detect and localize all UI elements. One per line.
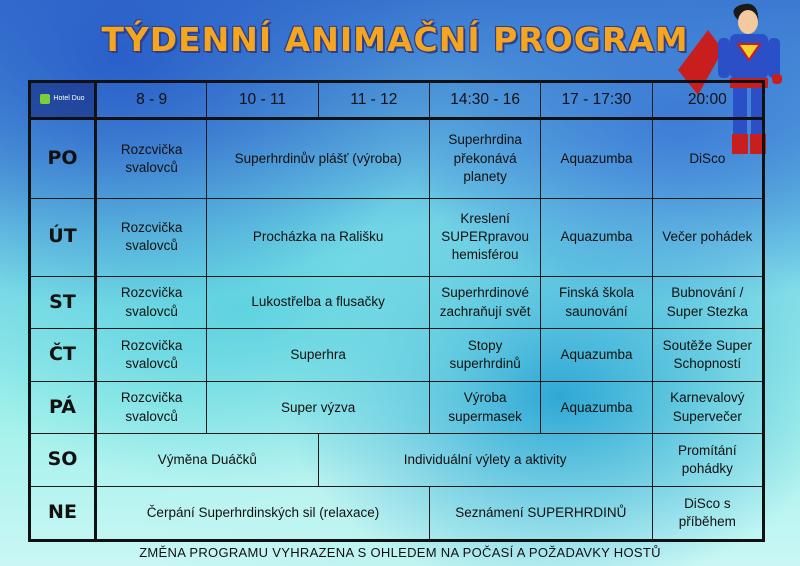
program-table — [28, 80, 765, 542]
activity-cell: Superhrdinův plášť (výroba) — [207, 119, 430, 199]
activity-cell: DiSco s příběhem — [652, 486, 763, 540]
activity-cell: Superhra — [207, 329, 430, 382]
table-row — [30, 198, 764, 276]
day-label: PÁ — [30, 381, 96, 434]
day-label: SO — [30, 434, 96, 487]
table-row — [30, 329, 764, 382]
day-label: NE — [30, 486, 96, 540]
activity-cell: Individuální výlety a aktivity — [318, 434, 652, 487]
activity-cell: Čerpání Superhrdinských sil (relaxace) — [96, 486, 430, 540]
activity-cell: Seznámení SUPERHRDINŮ — [429, 486, 652, 540]
hotel-logo — [40, 94, 84, 104]
activity-cell: Soutěže Super Schopností — [652, 329, 763, 382]
time-slot: 14:30 - 16 — [429, 82, 540, 119]
activity-cell: Výroba supermasek — [429, 381, 540, 434]
activity-cell: Super výzva — [207, 381, 430, 434]
activity-cell: Promítání pohádky — [652, 434, 763, 487]
activity-cell: Rozcvička svalovců — [96, 119, 207, 199]
activity-cell: Stopy superhrdinů — [429, 329, 540, 382]
activity-cell: Rozcvička svalovců — [96, 198, 207, 276]
header-row — [30, 82, 764, 119]
activity-cell: Aquazumba — [541, 329, 652, 382]
table-row — [30, 434, 764, 487]
activity-cell: Aquazumba — [541, 381, 652, 434]
table-row — [30, 276, 764, 329]
time-slot: 11 - 12 — [318, 82, 429, 119]
page-title: TÝDENNÍ ANIMAČNÍ PROGRAM — [101, 20, 689, 59]
footer-note: ZMĚNA PROGRAMU VYHRAZENA S OHLEDEM NA POČASÍ A POŽADAVKY HOSTŮ — [139, 545, 661, 560]
time-slot: 17 - 17:30 — [541, 82, 652, 119]
activity-cell: DiSco — [652, 119, 763, 199]
activity-cell: Finská škola saunování — [541, 276, 652, 329]
activity-cell: Lukostřelba a flusačky — [207, 276, 430, 329]
activity-cell: Výměna Duáčků — [96, 434, 319, 487]
activity-cell: Procházka na Rališku — [207, 198, 430, 276]
time-slot: 10 - 11 — [207, 82, 318, 119]
day-label: ST — [30, 276, 96, 329]
table-row — [30, 119, 764, 199]
activity-cell: Rozcvička svalovců — [96, 329, 207, 382]
activity-cell: Superhrdinové zachraňují svět — [429, 276, 540, 329]
table-row — [30, 381, 764, 434]
time-slot: 20:00 — [652, 82, 763, 119]
activity-cell: Karnevalový Supervečer — [652, 381, 763, 434]
day-label: ČT — [30, 329, 96, 382]
logo-cell — [30, 82, 96, 119]
activity-cell: Superhrdina překonává planety — [429, 119, 540, 199]
day-label: ÚT — [30, 198, 96, 276]
leaf-icon — [40, 94, 50, 104]
activity-cell: Aquazumba — [541, 198, 652, 276]
activity-cell: Večer pohádek — [652, 198, 763, 276]
logo-text: Hotel Duo — [53, 94, 85, 102]
activity-cell: Rozcvička svalovců — [96, 276, 207, 329]
activity-cell: Bubnování / Super Stezka — [652, 276, 763, 329]
activity-cell: Kreslení SUPERpravou hemisférou — [429, 198, 540, 276]
day-label: PO — [30, 119, 96, 199]
table-row — [30, 486, 764, 540]
activity-cell: Rozcvička svalovců — [96, 381, 207, 434]
activity-cell: Aquazumba — [541, 119, 652, 199]
time-slot: 8 - 9 — [96, 82, 207, 119]
